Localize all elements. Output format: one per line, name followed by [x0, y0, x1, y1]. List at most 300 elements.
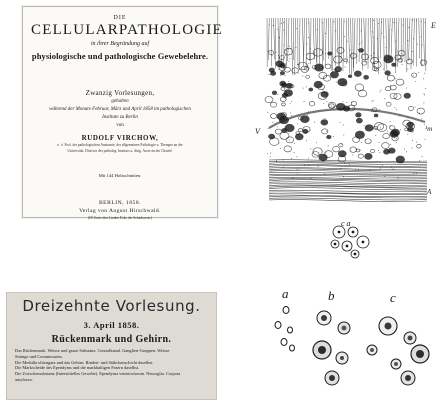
lecture-detail-3: Institute zu Berlin [102, 115, 138, 120]
tissue-mark [407, 69, 408, 70]
tissue-mark [271, 71, 276, 75]
tissue-mark [323, 121, 324, 122]
tissue-mark [390, 85, 396, 90]
tissue-mark [364, 18, 365, 63]
label-e: E [431, 21, 436, 30]
tissue-mark [348, 75, 352, 78]
tissue-mark [407, 40, 408, 41]
tissue-mark [306, 18, 307, 68]
label-a: A [427, 188, 432, 196]
tissue-mark [333, 106, 334, 107]
tissue-mark [270, 74, 271, 75]
tissue-mark [288, 18, 289, 61]
tissue-mark [289, 61, 290, 62]
tissue-mark [370, 18, 371, 60]
tissue-mark [309, 18, 310, 61]
contents-line: Das Rückenmark. Weisse und graue Substanz. Centralkanal. Ganglien-Gruppen. Weisse [15, 348, 170, 353]
tissue-mark [384, 176, 385, 177]
tissue-mark [325, 64, 331, 69]
tissue-mark [331, 106, 332, 107]
tissue-mark [354, 253, 357, 256]
lecture-contents [15, 348, 208, 383]
tissue-mark [290, 48, 291, 49]
tissue-mark [270, 156, 271, 157]
tissue-mark [380, 127, 381, 128]
tissue-mark [412, 51, 413, 52]
tissue-mark [276, 61, 283, 67]
tissue-mark [385, 86, 390, 90]
contents-line: Die Markscheide des Ependyms und die markhaltigen Fasern daselbst. [15, 365, 140, 371]
tissue-mark [364, 125, 365, 126]
tissue-mark [283, 22, 284, 23]
tissue-mark [365, 59, 366, 60]
book-subtitle: in ihrer Begründung auf [90, 41, 150, 47]
title-page-by: von [116, 123, 124, 128]
tissue-mark [317, 29, 318, 30]
tissue-mark [387, 131, 388, 132]
tissue-mark [323, 18, 324, 60]
book-title-page [22, 6, 223, 221]
tissue-mark [321, 91, 329, 97]
tissue-mark [373, 100, 374, 101]
tissue-mark [415, 81, 416, 82]
tissue-mark [296, 28, 297, 29]
tissue-mark [286, 83, 293, 88]
tissue-mark [365, 139, 366, 140]
cell [290, 345, 295, 351]
tissue-mark [423, 93, 424, 94]
tissue-mark [291, 127, 292, 128]
tissue-mark [325, 118, 326, 119]
tissue-mark [384, 55, 393, 63]
tissue-mark [386, 61, 387, 62]
tissue-mark [319, 154, 327, 161]
tissue-mark [406, 151, 407, 152]
tissue-mark [391, 29, 392, 30]
tissue-mark [285, 50, 286, 51]
tissue-mark [308, 63, 309, 64]
tissue-mark [351, 102, 356, 106]
tissue-mark [354, 71, 361, 77]
tissue-mark [372, 31, 373, 32]
tissue-mark [333, 146, 340, 152]
tissue-mark [268, 74, 269, 75]
tissue-mark [362, 133, 363, 134]
tissue-mark [361, 142, 362, 143]
tissue-mark [395, 18, 396, 68]
tissue-mark [273, 25, 274, 26]
label-cell-a: a [282, 286, 289, 301]
tissue-mark [377, 18, 378, 60]
tissue-mark [341, 143, 342, 144]
tissue-mark [381, 22, 382, 23]
tissue-mark [381, 89, 382, 90]
tissue-mark [314, 81, 323, 88]
tissue-mark [325, 33, 326, 34]
tissue-mark [346, 102, 347, 103]
tissue-mark [323, 90, 324, 91]
tissue-mark [407, 127, 413, 132]
tissue-mark [356, 113, 362, 118]
nucleus [342, 326, 347, 331]
tissue-mark [334, 75, 335, 76]
tissue-mark [269, 190, 427, 192]
tissue-mark [338, 151, 346, 157]
lecture-topic: Rückenmark und Gehirn. [51, 334, 172, 345]
tissue-mark [414, 173, 415, 174]
tissue-mark [387, 75, 394, 81]
lecture-detail-2: während der Monate Februar, März und April 1858 im pathologischen [49, 107, 191, 112]
tissue-mark [398, 58, 399, 59]
tissue-mark [413, 131, 414, 132]
tissue-mark [328, 145, 329, 146]
tissue-mark [413, 75, 414, 76]
tissue-mark [356, 149, 357, 150]
tissue-mark [284, 75, 285, 76]
tissue-mark [276, 52, 277, 53]
tissue-mark [362, 241, 365, 244]
tissue-mark [295, 18, 296, 75]
author-credentials-2: Universität, Director des patholog. Instituts u. dirig. Arzte an der Charité. [67, 148, 173, 153]
tissue-mark [409, 94, 410, 95]
tissue-mark [411, 73, 416, 77]
tissue-mark [276, 160, 277, 161]
tissue-mark [373, 53, 374, 54]
tissue-mark [408, 27, 409, 28]
tissue-mark [265, 96, 273, 102]
label-v: V [255, 127, 260, 136]
tissue-mark [365, 153, 373, 159]
tissue-mark [332, 56, 333, 57]
tissue-mark [391, 18, 392, 59]
tissue-mark [289, 140, 290, 141]
tissue-mark [284, 18, 285, 70]
tissue-mark [348, 62, 349, 63]
tissue-mark [340, 56, 341, 57]
tissue-mark [285, 55, 286, 56]
tissue-mark [282, 103, 286, 106]
tissue-mark [408, 106, 413, 110]
tissue-mark [280, 132, 289, 139]
tissue-mark [277, 94, 278, 95]
tissue-mark [343, 18, 344, 71]
woodcut-note: Mit 144 Holzschnitten. [98, 173, 142, 179]
tissue-mark [412, 20, 413, 21]
nucleus [318, 346, 326, 354]
tissue-mark [325, 18, 326, 66]
tissue-mark [271, 97, 272, 98]
tissue-mark [424, 94, 425, 95]
tissue-mark [341, 18, 342, 63]
tissue-mark [322, 22, 323, 23]
label-cell-b: b [328, 288, 335, 303]
tissue-mark [278, 18, 279, 63]
tissue-mark [308, 158, 309, 159]
tissue-mark [412, 132, 413, 133]
tissue-mark [343, 79, 344, 80]
tissue-mark [334, 243, 337, 246]
tissue-mark [393, 22, 394, 23]
tissue-mark [349, 164, 350, 165]
tissue-mark [373, 18, 374, 66]
tissue-mark [420, 36, 421, 37]
tissue-mark [281, 23, 282, 24]
tissue-mark [359, 50, 360, 51]
tissue-mark [284, 52, 285, 53]
tissue-mark [402, 24, 403, 25]
tissue-mark [347, 41, 348, 42]
tissue-mark [333, 136, 334, 137]
tissue-mark [370, 149, 374, 152]
tissue-mark [269, 192, 427, 194]
tissue-mark [394, 137, 395, 138]
contents-line: Stränge und Commissuren. [15, 353, 63, 359]
histology-drawing [255, 10, 440, 260]
author-credentials-1: o. ö. Prof. der pathologischen Anatomie, der allgemeinen Pathologie u. Therapie an der [57, 143, 183, 147]
nucleus [329, 375, 335, 381]
tissue-mark [396, 142, 397, 143]
tissue-mark [272, 55, 273, 56]
tissue-mark [396, 79, 404, 85]
publisher: Verlag von August Hirschwald. [79, 208, 161, 215]
tissue-mark [302, 18, 303, 61]
tissue-mark [390, 125, 391, 126]
tissue-mark [325, 152, 326, 153]
tissue-mark [372, 101, 373, 102]
tissue-mark [383, 37, 384, 38]
tissue-mark [335, 67, 341, 72]
tissue-mark [344, 36, 345, 37]
nucleus [416, 350, 424, 358]
tissue-mark [317, 18, 318, 66]
tissue-mark [400, 129, 401, 130]
tissue-mark [421, 21, 422, 22]
tissue-mark [424, 73, 425, 74]
tissue-mark [335, 146, 336, 147]
tissue-mark [346, 18, 347, 63]
tissue-mark [364, 75, 369, 79]
tissue-mark [270, 138, 279, 146]
tissue-mark [378, 150, 379, 151]
cell-group-b [313, 311, 350, 385]
tissue-mark [360, 150, 361, 151]
tissue-mark [291, 158, 292, 159]
tissue-mark [314, 122, 315, 123]
cells-illustration [262, 280, 440, 408]
tissue-mark [339, 122, 340, 123]
tissue-mark [289, 58, 290, 59]
lecture-title: Dreizehnte Vorlesung. [22, 297, 201, 315]
cell-group-a [275, 307, 295, 352]
tissue-mark [365, 125, 373, 132]
tissue-mark [344, 21, 345, 22]
tissue-mark [316, 142, 317, 143]
tissue-mark [326, 101, 327, 102]
tissue-mark [306, 43, 307, 44]
tissue-mark [407, 134, 408, 135]
label-ca: c a [341, 219, 351, 228]
tissue-mark [382, 143, 390, 149]
cells-drawing [262, 280, 440, 408]
tissue-mark [281, 87, 285, 90]
tissue-mark [409, 18, 410, 61]
tissue-mark [373, 37, 374, 38]
tissue-mark [279, 37, 280, 38]
tissue-mark [379, 109, 380, 110]
tissue-mark [326, 131, 327, 132]
cell [283, 307, 289, 314]
tissue-mark [313, 49, 322, 56]
tissue-mark [330, 71, 338, 78]
tissue-mark [346, 63, 347, 64]
tissue-mark [412, 140, 413, 141]
cell [288, 327, 293, 333]
tissue-mark [292, 68, 299, 73]
tissue-mark [304, 18, 305, 66]
tissue-mark [352, 231, 355, 234]
tissue-mark [390, 131, 398, 138]
tissue-mark [397, 51, 398, 52]
tissue-mark [398, 177, 399, 178]
tissue-mark [419, 113, 420, 114]
tissue-mark [278, 143, 279, 144]
tissue-mark [355, 84, 364, 91]
tissue-mark [310, 148, 311, 149]
tissue-mark [280, 71, 284, 75]
tissue-mark [362, 61, 367, 65]
tissue-mark [297, 64, 298, 65]
tissue-mark [385, 71, 391, 76]
tissue-mark [417, 108, 425, 114]
contents-line: amylacea. [15, 376, 33, 382]
title-page-die: DIE [113, 15, 127, 21]
tissue-mark [291, 18, 292, 75]
tissue-mark [378, 23, 379, 24]
tissue-mark [277, 29, 278, 30]
tissue-mark [272, 91, 277, 95]
tissue-mark [307, 114, 308, 115]
book-title: CELLULARPATHOLOGIE [31, 22, 223, 38]
tissue-mark [407, 18, 408, 72]
tissue-mark [396, 109, 397, 110]
tissue-mark [386, 102, 391, 106]
tissue-mark [318, 166, 319, 167]
tissue-mark [281, 138, 282, 139]
tissue-mark [417, 44, 418, 45]
tissue-mark [416, 142, 417, 143]
tissue-mark [415, 106, 416, 107]
tissue-mark [277, 126, 278, 127]
tissue-mark [346, 245, 349, 248]
tissue-mark [402, 64, 403, 65]
tissue-mark [384, 98, 385, 99]
tissue-mark [288, 48, 289, 49]
tissue-mark [390, 121, 391, 122]
tissue-mark [383, 69, 384, 70]
tissue-mark [377, 124, 386, 132]
tissue-mark [297, 123, 298, 124]
tissue-mark [338, 231, 341, 234]
tissue-mark [377, 38, 378, 39]
tissue-mark [345, 82, 346, 83]
tissue-mark [268, 51, 269, 52]
tissue-mark [390, 144, 391, 145]
tissue-mark [291, 101, 292, 102]
tissue-mark [394, 107, 395, 108]
tissue-mark [413, 38, 414, 39]
tissue-mark [425, 22, 426, 23]
tissue-mark [267, 112, 268, 113]
tissue-mark [268, 128, 269, 129]
tissue-mark [394, 94, 401, 100]
tissue-mark [309, 101, 315, 106]
tissue-mark [294, 152, 295, 153]
tissue-mark [412, 148, 413, 149]
tissue-mark [359, 43, 360, 44]
tissue-mark [299, 18, 300, 70]
tissue-mark [348, 18, 349, 73]
tissue-mark [411, 18, 412, 69]
label-m: ¹m [425, 125, 433, 133]
tissue-mark [343, 151, 344, 152]
book-author: RUDOLF VIRCHOW, [81, 134, 159, 142]
cell-group-c [367, 317, 429, 385]
tissue-mark [294, 143, 295, 144]
tissue-mark [425, 88, 426, 89]
tissue-mark [379, 152, 380, 153]
tissue-mark [335, 30, 336, 31]
tissue-mark [285, 98, 286, 99]
tissue-mark [321, 120, 328, 126]
tissue-mark [421, 45, 422, 46]
tissue-mark [351, 18, 352, 75]
tissue-mark [322, 68, 323, 69]
tissue-mark [332, 18, 333, 75]
tissue-mark [385, 54, 386, 55]
tissue-mark [352, 154, 353, 155]
tissue-mark [422, 65, 423, 66]
tissue-mark [343, 134, 344, 135]
tissue-mark [314, 52, 315, 53]
tissue-mark [425, 139, 426, 140]
tissue-mark [308, 23, 309, 24]
tissue-mark [417, 144, 422, 148]
tissue-mark [418, 72, 419, 73]
tissue-mark [406, 87, 407, 88]
tissue-mark [315, 64, 324, 71]
tissue-mark [390, 85, 391, 86]
tissue-mark [358, 154, 363, 158]
tissue-mark [303, 88, 304, 89]
tissue-mark [308, 37, 309, 38]
tissue-mark [333, 21, 334, 22]
tissue-mark [277, 117, 278, 118]
tissue-mark [361, 41, 362, 42]
tissue-mark [267, 153, 268, 154]
tissue-mark [284, 146, 292, 152]
tissue-mark [328, 52, 332, 55]
tissue-mark [421, 18, 422, 66]
histology-illustration [255, 10, 440, 260]
tissue-mark [285, 87, 286, 88]
tissue-mark [284, 45, 285, 46]
tissue-mark [380, 168, 381, 169]
tissue-mark [338, 83, 339, 84]
cell [275, 322, 281, 329]
tissue-mark [296, 156, 297, 157]
book-topic: physiologische und pathologische Gewebelehre. [31, 51, 209, 61]
nucleus [370, 348, 374, 352]
